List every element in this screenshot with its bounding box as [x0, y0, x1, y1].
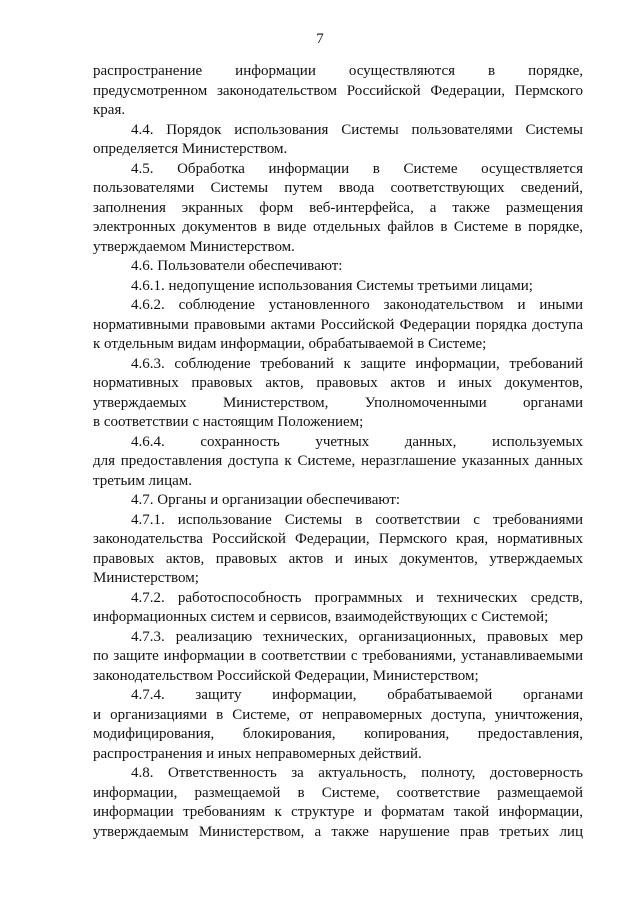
- text-line: заполнения экранных форм веб-интерфейса, а также размещения: [93, 199, 583, 216]
- paragraph: [93, 686, 583, 764]
- text-line: Министерством;: [93, 570, 199, 586]
- paragraph: [93, 296, 583, 355]
- text-line: 4.7. Органы и организации обеспечивают:: [131, 492, 401, 508]
- paragraph: [93, 589, 583, 628]
- text-line: распространения и иных неправомерных действий.: [93, 745, 422, 762]
- text-line: края.: [93, 102, 126, 118]
- text-line: 4.6.3. соблюдение требований к защите информации, требований: [131, 355, 583, 372]
- text-line: и организациями в Системе, от неправомерных доступа, уничтожения,: [93, 706, 583, 723]
- text-line: правовых актов, правовых актов и иных документов, утверждаемых: [93, 550, 583, 567]
- paragraph: [93, 121, 583, 160]
- text-line: распространение информации осуществляются в порядке,: [93, 63, 583, 79]
- text-line: 4.4. Порядок использования Системы пользователями Системы: [131, 121, 583, 138]
- paragraph: [93, 511, 583, 589]
- text-line: 4.6.4. сохранность учетных данных, используемых: [131, 433, 583, 450]
- text-line: 4.7.2. работоспособность программных и технических средств,: [131, 589, 583, 606]
- paragraph: [93, 62, 583, 121]
- text-line: третьим лицам.: [93, 472, 193, 489]
- paragraph: [93, 277, 583, 297]
- text-line: 4.6.2. соблюдение установленного законодательством и иными: [131, 297, 583, 313]
- text-line: 4.6. Пользователи обеспечивают:: [131, 258, 343, 274]
- text-line: для предоставления доступа к Системе, неразглашение указанных данных: [93, 453, 583, 469]
- text-line: электронных документов в виде отдельных файлов в Системе в порядке,: [93, 219, 583, 235]
- text-line: в соответствии с настоящим Положением;: [93, 414, 364, 430]
- text-line: 4.8. Ответственность за актуальность, полноту, достоверность: [131, 765, 583, 781]
- paragraph: [93, 433, 583, 492]
- text-line: модифицирования, блокирования, копирования, предоставления,: [93, 726, 583, 742]
- text-line: предусмотренном законодательством Российской Федерации, Пермского: [93, 82, 583, 99]
- text-line: утверждаемом Министерством.: [93, 238, 295, 255]
- paragraph: [93, 628, 583, 687]
- paragraph: [93, 160, 583, 258]
- text-line: утверждаемым Министерством, а также нарушение прав третьих лиц: [93, 823, 583, 840]
- text-line: нормативными правовыми актами Российской Федерации порядка доступа: [93, 316, 583, 333]
- page-number: 7: [316, 31, 324, 47]
- text-line: законодательством Российской Федерации, Министерством;: [93, 667, 479, 684]
- text-line: нормативных правовых актов, правовых актов и иных документов,: [93, 375, 583, 391]
- paragraph: [93, 491, 583, 511]
- text-line: информации требованиям к структуре и форматам такой информации,: [93, 804, 583, 820]
- text-line: утверждаемых Министерством, Уполномоченными органами: [93, 394, 583, 411]
- text-line: информации, размещаемой в Системе, соответствие размещаемой: [93, 784, 583, 801]
- text-line: к отдельным видам информации, обрабатываемой в Системе;: [93, 336, 487, 352]
- text-line: по защите информации в соответствии с требованиями, устанавливаемыми: [93, 648, 583, 664]
- document-body: [93, 62, 583, 842]
- paragraph: [93, 764, 583, 842]
- paragraph: [93, 257, 583, 277]
- text-line: законодательства Российской Федерации, Пермского края, нормативных: [93, 531, 583, 547]
- text-line: определяется Министерством.: [93, 141, 288, 157]
- text-line: 4.6.1. недопущение использования Системы третьими лицами;: [131, 277, 533, 294]
- text-line: пользователями Системы путем ввода соответствующих сведений,: [93, 180, 583, 196]
- text-line: 4.7.3. реализацию технических, организационных, правовых мер: [131, 628, 583, 645]
- text-line: информационных систем и сервисов, взаимодействующих с Системой;: [93, 609, 549, 625]
- text-line: 4.5. Обработка информации в Системе осуществляется: [131, 160, 583, 177]
- text-line: 4.7.4. защиту информации, обрабатываемой органами: [131, 687, 583, 703]
- text-line: 4.7.1. использование Системы в соответствии с требованиями: [131, 511, 583, 528]
- paragraph: [93, 355, 583, 433]
